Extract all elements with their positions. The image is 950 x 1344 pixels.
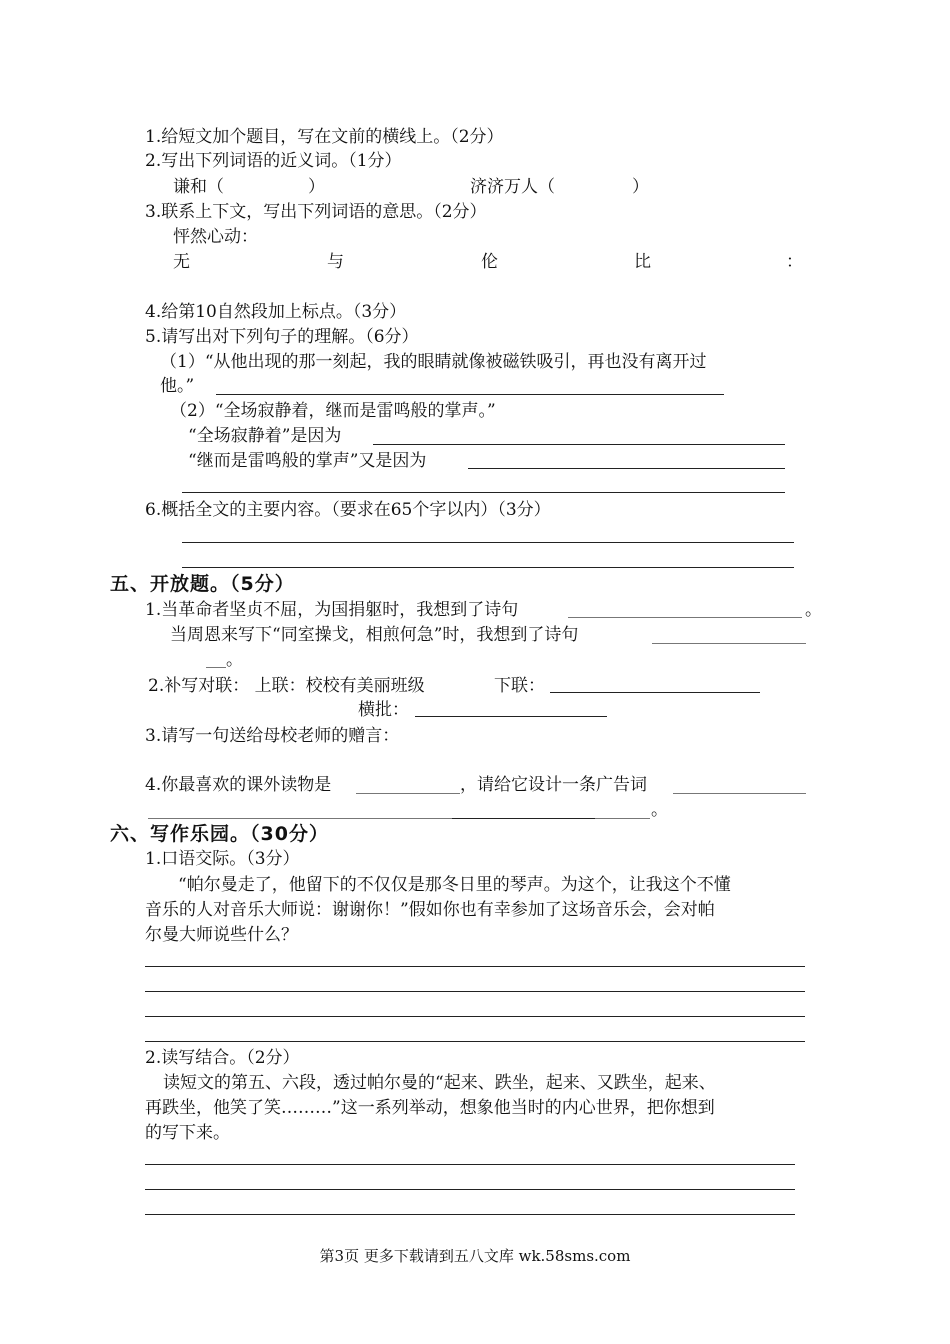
q5-2-a-answer-line[interactable] bbox=[373, 444, 785, 445]
q3-char-3: 伦 bbox=[481, 252, 498, 272]
s6-q1-paragraph-line-2: 音乐的人对音乐大师说：谢谢你！”假如你也有幸参加了这场音乐会，会对帕 bbox=[145, 900, 715, 920]
q6-answer-line-2[interactable] bbox=[182, 567, 794, 568]
s5-q2-xialian: 下联： bbox=[494, 676, 545, 696]
question-5: 5.请写出对下列句子的理解。（6分） bbox=[145, 327, 419, 347]
s5-q1-period-2: 。 bbox=[226, 650, 243, 670]
question-6: 6.概括全文的主要内容。（要求在65个字以内）（3分） bbox=[145, 500, 551, 520]
s6-question-1: 1.口语交际。（3分） bbox=[145, 849, 300, 869]
q5-2-b-answer-line[interactable] bbox=[468, 468, 785, 469]
q2-close-2: ） bbox=[632, 177, 649, 197]
s5-q2-hengpi: 横批： bbox=[358, 700, 409, 720]
s6-q1-answer-line-4[interactable] bbox=[145, 1041, 805, 1042]
s5-question-4-b: ，请给它设计一条广告词 bbox=[460, 775, 647, 795]
q3-char-2: 与 bbox=[327, 252, 344, 272]
q2-word-2: 济济万人（ bbox=[470, 177, 555, 197]
s6-q1-answer-line-2[interactable] bbox=[145, 991, 805, 992]
page-footer: 第3页 更多下载请到五八文库 wk.58sms.com bbox=[319, 1247, 631, 1265]
s6-q1-answer-line-1[interactable] bbox=[145, 966, 805, 967]
s6-q2-answer-line-1[interactable] bbox=[145, 1164, 795, 1165]
s5-question-4-a: 4.你最喜欢的课外读物是 bbox=[145, 775, 332, 795]
s6-q2-answer-line-2[interactable] bbox=[145, 1189, 795, 1190]
q5-1-answer-line[interactable] bbox=[216, 394, 724, 395]
q3-char-4: 比 bbox=[634, 252, 651, 272]
s5-q2-hengpi-line[interactable] bbox=[415, 716, 607, 717]
section-5-title: 五、开放题。（5分） bbox=[110, 573, 295, 595]
s5-q2-xialian-line[interactable] bbox=[550, 692, 760, 693]
s5-q1-line-2: 当周恩来写下“同室操戈，相煎何急”时，我想到了诗句 bbox=[170, 625, 579, 645]
s6-q2-paragraph-line-1: 读短文的第五、六段，透过帕尔曼的“起来、跌坐，起来、又跌坐，起来、 bbox=[163, 1073, 716, 1093]
q3-char-1: 无 bbox=[173, 252, 190, 272]
s5-q1-answer-line-1[interactable] bbox=[568, 617, 802, 618]
s6-q1-paragraph-line-3: 尔曼大师说些什么？ bbox=[145, 925, 298, 945]
s5-question-1: 1.当革命者坚贞不屈，为国捐躯时，我想到了诗句 bbox=[145, 600, 519, 620]
s5-q1-answer-line-2[interactable] bbox=[652, 643, 806, 644]
s5-q4-book-line[interactable] bbox=[356, 793, 460, 794]
s6-q2-paragraph-line-2: 再跌坐，他笑了笑………”这一系列举动，想象他当时的内心世界，把你想到 bbox=[145, 1098, 715, 1118]
q5-2-a: “全场寂静着”是因为 bbox=[188, 426, 342, 446]
s5-q4-slogan-line-1[interactable] bbox=[673, 793, 806, 794]
q3-char-5: ： bbox=[786, 252, 803, 272]
q6-answer-line-1[interactable] bbox=[182, 542, 794, 543]
question-3: 3.联系上下文，写出下列词语的意思。（2分） bbox=[145, 202, 487, 222]
s5-q4-period: 。 bbox=[651, 800, 668, 820]
question-1: 1.给短文加个题目，写在文前的横线上。（2分） bbox=[145, 127, 504, 147]
q5-1-line-2: 他。” bbox=[160, 376, 195, 396]
q3-term: 怦然心动： bbox=[173, 227, 258, 247]
question-4: 4.给第10自然段加上标点。（3分） bbox=[145, 302, 407, 322]
s5-q1-period: 。 bbox=[805, 600, 822, 620]
s5-q1-answer-line-3[interactable] bbox=[206, 667, 226, 668]
q5-1-line-1: （1）“从他出现的那一刻起，我的眼睛就像被磁铁吸引，再也没有离开过 bbox=[160, 352, 707, 372]
question-2: 2.写出下列词语的近义词。（1分） bbox=[145, 151, 402, 171]
s5-question-2: 2.补写对联： 上联：校校有美丽班级 bbox=[148, 676, 425, 696]
q5-2: （2）“全场寂静着，继而是雷鸣般的掌声。” bbox=[170, 401, 496, 421]
q2-close-1: ） bbox=[308, 177, 325, 197]
s6-q1-answer-line-3[interactable] bbox=[145, 1016, 805, 1017]
s5-question-3: 3.请写一句送给母校老师的赠言： bbox=[145, 726, 400, 746]
s6-question-2: 2.读写结合。（2分） bbox=[145, 1048, 300, 1068]
s5-q4-slogan-line-overlay bbox=[452, 818, 595, 819]
q5-2-b-answer-line-2[interactable] bbox=[182, 492, 785, 493]
s6-q2-paragraph-line-3: 的写下来。 bbox=[145, 1123, 230, 1143]
section-6-title: 六、写作乐园。（30分） bbox=[110, 823, 329, 845]
q5-2-b: “继而是雷鸣般的掌声”又是因为 bbox=[188, 451, 427, 471]
s6-q2-answer-line-3[interactable] bbox=[145, 1214, 795, 1215]
s6-q1-paragraph-line-1: “帕尔曼走了，他留下的不仅仅是那冬日里的琴声。为这个，让我这个不懂 bbox=[178, 875, 731, 895]
q2-word-1: 谦和（ bbox=[173, 177, 224, 197]
